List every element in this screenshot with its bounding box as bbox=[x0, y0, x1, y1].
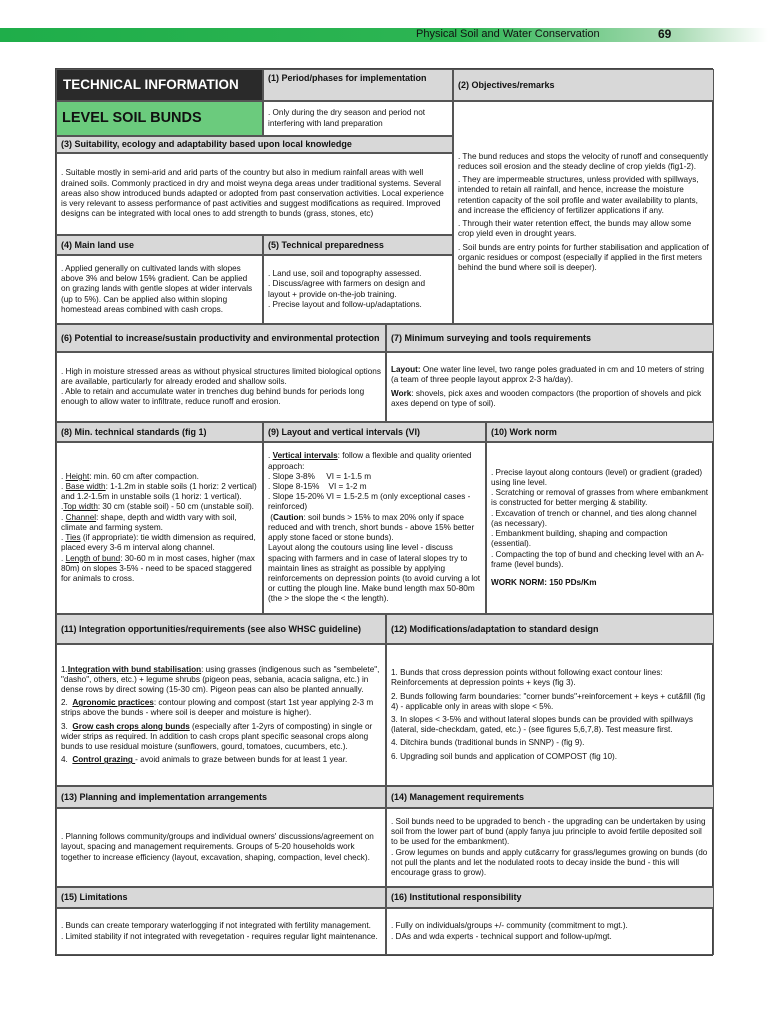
vi-layout: Layout along the coutours using line level - discuss spacing with farmers and in case of lateral slopes try to maintain lines as straight as possible by applying reinforcements on depression points (to avoid curving a lot or cutting the plough line. Make bund length max 50-80m (the > the slope the < the length). bbox=[268, 543, 481, 604]
layout-vi-heading bbox=[263, 422, 486, 442]
item-label: Integration with bund stabilisation bbox=[67, 664, 202, 674]
modification-item: 6. Upgrading soil bunds and application of COMPOST (fig 10). bbox=[391, 751, 618, 761]
potential-text-1: . High in moisture stressed areas as without physical structures limited biological options are available, particularly for already eroded and shallow soils. bbox=[61, 366, 381, 386]
institutional-heading-text: (16) Institutional responsibility bbox=[391, 892, 522, 903]
vi-text: : follow a flexible and quality oriented approach: bbox=[268, 451, 472, 471]
item-label: Control grazing bbox=[72, 755, 136, 765]
preparedness-heading-text: (5) Technical preparedness bbox=[268, 239, 384, 250]
item-number: 1. bbox=[61, 664, 68, 674]
section-title: Physical Soil and Water Conservation bbox=[416, 28, 600, 40]
preparedness-item: . Land use, soil and topography assessed. bbox=[268, 269, 422, 279]
period-text-cell bbox=[263, 101, 453, 136]
period-heading: (1) Period/phases for implementation bbox=[263, 69, 453, 101]
preparedness-item: . Discuss/agree with farmers on design and layout + provide on-the-job training. bbox=[268, 279, 426, 299]
objectives-heading bbox=[453, 69, 714, 101]
modification-item: 4. Ditchira bunds (traditional bunds in SNNP) - (fig 9). bbox=[391, 738, 585, 748]
length-text: : 30-60 m in most cases, higher (max 80m) on slopes 3-5% - need to be spaced staggered for animals to cross. bbox=[61, 553, 255, 583]
modifications-heading-text: (12) Modifications/adaptation to standard design bbox=[391, 623, 599, 634]
layout-text: One water line level, two range poles graduated in cm and 10 meters of string (a team of three people layout approx 2-3 ha/day). bbox=[391, 365, 705, 385]
surveying-heading bbox=[386, 324, 714, 352]
modification-item: 1. Bunds that cross depression points without following exact contour lines: Reinforcements at depression points + keys (fig 3). bbox=[391, 668, 663, 688]
standards-heading-text: (8) Min. technical standards (fig 1) bbox=[61, 426, 207, 437]
preparedness-body bbox=[263, 255, 453, 324]
integration-body bbox=[56, 644, 386, 786]
planning-text: . Planning follows community/groups and individual owners' discussions/agreement on layout, spacing and management requirements. Groups of 5-20 households work together to increase efficiency (layout, excavation, shaping, compaction, level check). bbox=[61, 832, 374, 862]
preparedness-heading bbox=[263, 235, 453, 255]
planning-body bbox=[56, 808, 386, 887]
modification-item: 2. Bunds following farm boundaries: "corner bunds"+reinforcement + keys + cut&fill (fig 4) - applicable only in areas with slope < 5%. bbox=[391, 691, 706, 711]
planning-heading bbox=[56, 786, 386, 808]
top-text: : 30 cm (stable soil) - 50 cm (unstable soil). bbox=[97, 502, 254, 512]
item-number: 3. bbox=[61, 721, 73, 731]
item-text: (especially after 1-2yrs of composting) in single or wider strips as required. In addition to cash crops plant specific seasonal crops along bunds to use residual moisture (sunflowers, gourd, tomatoes, cucumbers, etc.). bbox=[61, 721, 373, 751]
work-step: . Embankment building, shaping and compaction (essential). bbox=[491, 529, 668, 549]
work-step: . Precise layout along contours (level) or gradient (graded) using line level. bbox=[491, 467, 703, 488]
item-label: Agronomic practices bbox=[72, 698, 154, 708]
period-text: . Only during the dry season and period not interfering with land preparation bbox=[268, 108, 426, 128]
height-label: Height bbox=[65, 471, 90, 481]
work-text: : shovels, pick axes and wooden compactors (the proportion of shovels and pick axes depend on type of soil). bbox=[391, 388, 702, 408]
vi-intro: . Vertical intervals: follow a flexible and quality oriented approach: bbox=[268, 451, 472, 471]
institutional-body bbox=[386, 908, 714, 955]
potential-heading-text: (6) Potential to increase/sustain productivity and environmental protection bbox=[61, 332, 380, 343]
limitations-heading-text: (15) Limitations bbox=[61, 892, 128, 903]
suitability-text: . Suitable mostly in semi-arid and arid parts of the country but also in medium rainfall areas with well drained soils. Commonly practiced in dry and moist weyna dega areas under traditional systems. Several areas also show introduced bunds adapted or adopted from past conservation activities. Local experience is very relevant to assess performance of past activities and suggest modifications as required. Improved designs can be integrated with local ones to add strength to bunds (grass, stones, etc) bbox=[61, 168, 444, 219]
item-text: - avoid animals to graze between bunds for at least 1 year. bbox=[135, 755, 348, 765]
potential-text-2: . Able to retain and accumulate water in trenches dug behind bunds for periods long enough to allow water to infiltrate, reduce runoff and erosion. bbox=[61, 387, 365, 407]
height-text: : min. 60 cm after compaction. bbox=[89, 471, 199, 481]
management-text-1: . Soil bunds need to be upgraded to bench - the upgrading can be undertaken by using soil from the lower part of bund (apply fanya juu principle to avoid fertile deposited soil to be used for the embankment). bbox=[391, 816, 706, 847]
caution-text: : soil bunds > 15% to max 20% only if space reduced and with trench, short bunds - above 15% better apply stone faced or stone bunds). bbox=[268, 512, 475, 543]
integration-item bbox=[61, 722, 381, 753]
ties-label: Ties bbox=[65, 533, 81, 543]
standard-base: . Base width: 1-1.2m in stable soils (1 horiz: 2 vertical) and 1.2-1.5m in unstable soils (1 horiz: 1 vertical). bbox=[61, 482, 257, 502]
suitability-heading-text: (3) Suitability, ecology and adaptability based upon local knowledge bbox=[61, 139, 352, 150]
objectives-heading-text: (2) Objectives/remarks bbox=[458, 79, 555, 90]
channel-text: : shape, depth and width vary with soil, climate and farming system. bbox=[61, 512, 237, 532]
layout-vi-heading-text: (9) Layout and vertical intervals (VI) bbox=[268, 426, 421, 437]
standard-channel: . Channel: shape, depth and width vary with soil, climate and farming system. bbox=[61, 512, 237, 532]
work-step: . Excavation of trench or channel, and ties along channel (as necessary). bbox=[491, 508, 697, 528]
limitations-body bbox=[56, 908, 386, 955]
standards-body bbox=[56, 442, 263, 614]
item-number: 2. bbox=[61, 698, 73, 708]
integration-item bbox=[61, 755, 381, 765]
objective-4: . Soil bunds are entry points for further stabilisation and application of organic residues or compost (especially if applied in the first meters behind the bund where soil is deeper). bbox=[458, 242, 709, 272]
header-bar bbox=[0, 28, 768, 42]
page-number: 69 bbox=[658, 27, 672, 41]
surveying-layout bbox=[391, 365, 709, 385]
standards-heading bbox=[56, 422, 263, 442]
vi-caution: (Caution: soil bunds > 15% to max 20% only if space reduced and with trench, short bunds - above 15% better apply stone faced or stone bunds). bbox=[268, 512, 475, 543]
modifications-body bbox=[386, 644, 714, 786]
channel-label: Channel bbox=[65, 512, 97, 522]
caution-label: Caution bbox=[273, 512, 304, 522]
planning-heading-text: (13) Planning and implementation arrangements bbox=[61, 791, 268, 802]
work-norm-body bbox=[486, 442, 714, 614]
item-text: : contour plowing and compost (start 1st year applying 2-3 m strips above the bunds - where soil is deeper and moisture is higher). bbox=[61, 698, 374, 718]
base-label: Base width bbox=[65, 482, 106, 492]
item-text: : using grasses (indigenous such as "sembelete", "dasho", others, etc.) + legume shrubs (pigeon peas, sebania, acacia saligna, etc.) in dense rows by direct sowing (15-30 cm). Pigeon peas can also be planted annually. bbox=[61, 664, 380, 694]
management-heading-text: (14) Management requirements bbox=[391, 791, 525, 802]
kit-label: TECHNICAL INFORMATION bbox=[56, 69, 263, 101]
work-step: . Compacting the top of bund and checking level with an A-frame (level bunds). bbox=[491, 549, 705, 569]
surveying-heading-text: (7) Minimum surveying and tools requirements bbox=[391, 332, 592, 343]
objectives-body bbox=[453, 101, 714, 324]
work-norm-heading bbox=[486, 422, 714, 442]
work-norm-value: WORK NORM: 150 PDs/Km bbox=[491, 577, 597, 587]
land-use-text: . Applied generally on cultivated lands with slopes above 3% and below 15% gradient. Can be applied on grazing lands with gentle slopes at wider intervals (up to 5%). Can be applied also within sloping homestead areas combined with cash crops. bbox=[61, 263, 253, 314]
institutional-heading bbox=[386, 887, 714, 908]
surveying-work bbox=[391, 389, 709, 409]
objective-1: . The bund reduces and stops the velocity of runoff and consequently reduces soil erosion and the steady decline of crop yields (fig1-2). bbox=[458, 151, 709, 172]
potential-heading bbox=[56, 324, 386, 352]
land-use-body bbox=[56, 255, 263, 324]
land-use-heading bbox=[56, 235, 263, 255]
item-number: 4. bbox=[61, 755, 73, 765]
standard-top: .Top width: 30 cm (stable soil) - 50 cm (unstable soil). bbox=[61, 502, 254, 512]
layout-label: Layout: bbox=[391, 365, 421, 375]
top-label: Top width bbox=[63, 502, 98, 512]
limitation-1: . Bunds can create temporary waterlogging if not integrated with fertility management. bbox=[61, 921, 371, 931]
potential-body bbox=[56, 352, 386, 422]
institutional-1: . Fully on individuals/groups +/- community (commitment to mgt.). bbox=[391, 921, 628, 931]
standard-ties: . Ties (if appropriate): tie width dimension as required, placed every 3-6 m interval along channel. bbox=[61, 533, 256, 553]
management-text-2: . Grow legumes on bunds and apply cut&carry for grass/legumes growing on bunds (do not pull the plants and let the nodulated roots to decay inside the bund - this will encourage grass to grow). bbox=[391, 847, 708, 877]
management-heading bbox=[386, 786, 714, 808]
objective-2: . They are impermeable structures, unless provided with spillways, intended to retain all rainfall, and hence, increase the moisture retention capacity of the soil profile and water availability to plants, and increase the efficiency of fertilizer applications if any. bbox=[458, 175, 699, 215]
suitability-heading bbox=[56, 136, 453, 153]
standard-height: . Height: min. 60 cm after compaction. bbox=[61, 471, 199, 481]
standard-length: . Length of bund: 30-60 m in most cases, higher (max 80m) on slopes 3-5% - need to be spaced staggered for animals to cross. bbox=[61, 553, 255, 583]
layout-vi-body bbox=[263, 442, 486, 614]
item-label: Grow cash crops along bunds bbox=[72, 721, 190, 731]
integration-heading-text: (11) Integration opportunities/requirements (see also WHSC guideline) bbox=[61, 623, 362, 634]
institutional-2: . DAs and wda experts - technical support and follow-up/mgt. bbox=[391, 931, 612, 941]
land-use-heading-text: (4) Main land use bbox=[61, 239, 135, 250]
suitability-body bbox=[56, 153, 453, 235]
management-body bbox=[386, 808, 714, 887]
surveying-body bbox=[386, 352, 714, 422]
ties-text: (if appropriate): tie width dimension as required, placed every 3-6 m interval along channel. bbox=[61, 533, 256, 553]
modifications-heading bbox=[386, 614, 714, 644]
integration-heading bbox=[56, 614, 386, 644]
modification-item: 3. In slopes < 3-5% and without lateral slopes bunds can be provided with spillways (lateral, side-checkdam, gated, etc.) - (see figures 5,6,7,8). Test measure first. bbox=[391, 715, 693, 735]
base-text: : 1-1.2m in stable soils (1 horiz: 2 vertical) and 1.2-1.5m in unstable soils (1 horiz: 1 vertical). bbox=[61, 482, 257, 502]
integration-item bbox=[61, 698, 381, 718]
vi-label: Vertical intervals bbox=[272, 451, 338, 461]
page-title: LEVEL SOIL BUNDS bbox=[56, 101, 263, 136]
vi-row: . Slope 3-8% VI = 1-1.5 m bbox=[268, 471, 372, 481]
limitations-heading bbox=[56, 887, 386, 908]
length-label: Length of bund bbox=[65, 553, 121, 563]
info-kit-table bbox=[55, 68, 713, 956]
work-label: Work bbox=[391, 388, 412, 398]
vi-row: . Slope 15-20% VI = 1.5-2.5 m (only exceptional cases - reinforced) bbox=[268, 492, 471, 512]
work-norm-heading-text: (10) Work norm bbox=[491, 426, 557, 437]
integration-item bbox=[61, 665, 381, 696]
work-step: . Scratching or removal of grasses from where embankment is constructed for better merging & stability. bbox=[491, 488, 709, 508]
preparedness-item: . Precise layout and follow-up/adaptations. bbox=[268, 299, 422, 309]
objective-3: . Through their water retention effect, the bunds may allow some crop yield even in drought years. bbox=[458, 219, 692, 239]
limitation-2: . Limited stability if not integrated with revegetation - requires regular light maintenance. bbox=[61, 931, 378, 941]
vi-row: . Slope 8-15% VI = 1-2 m bbox=[268, 482, 367, 492]
